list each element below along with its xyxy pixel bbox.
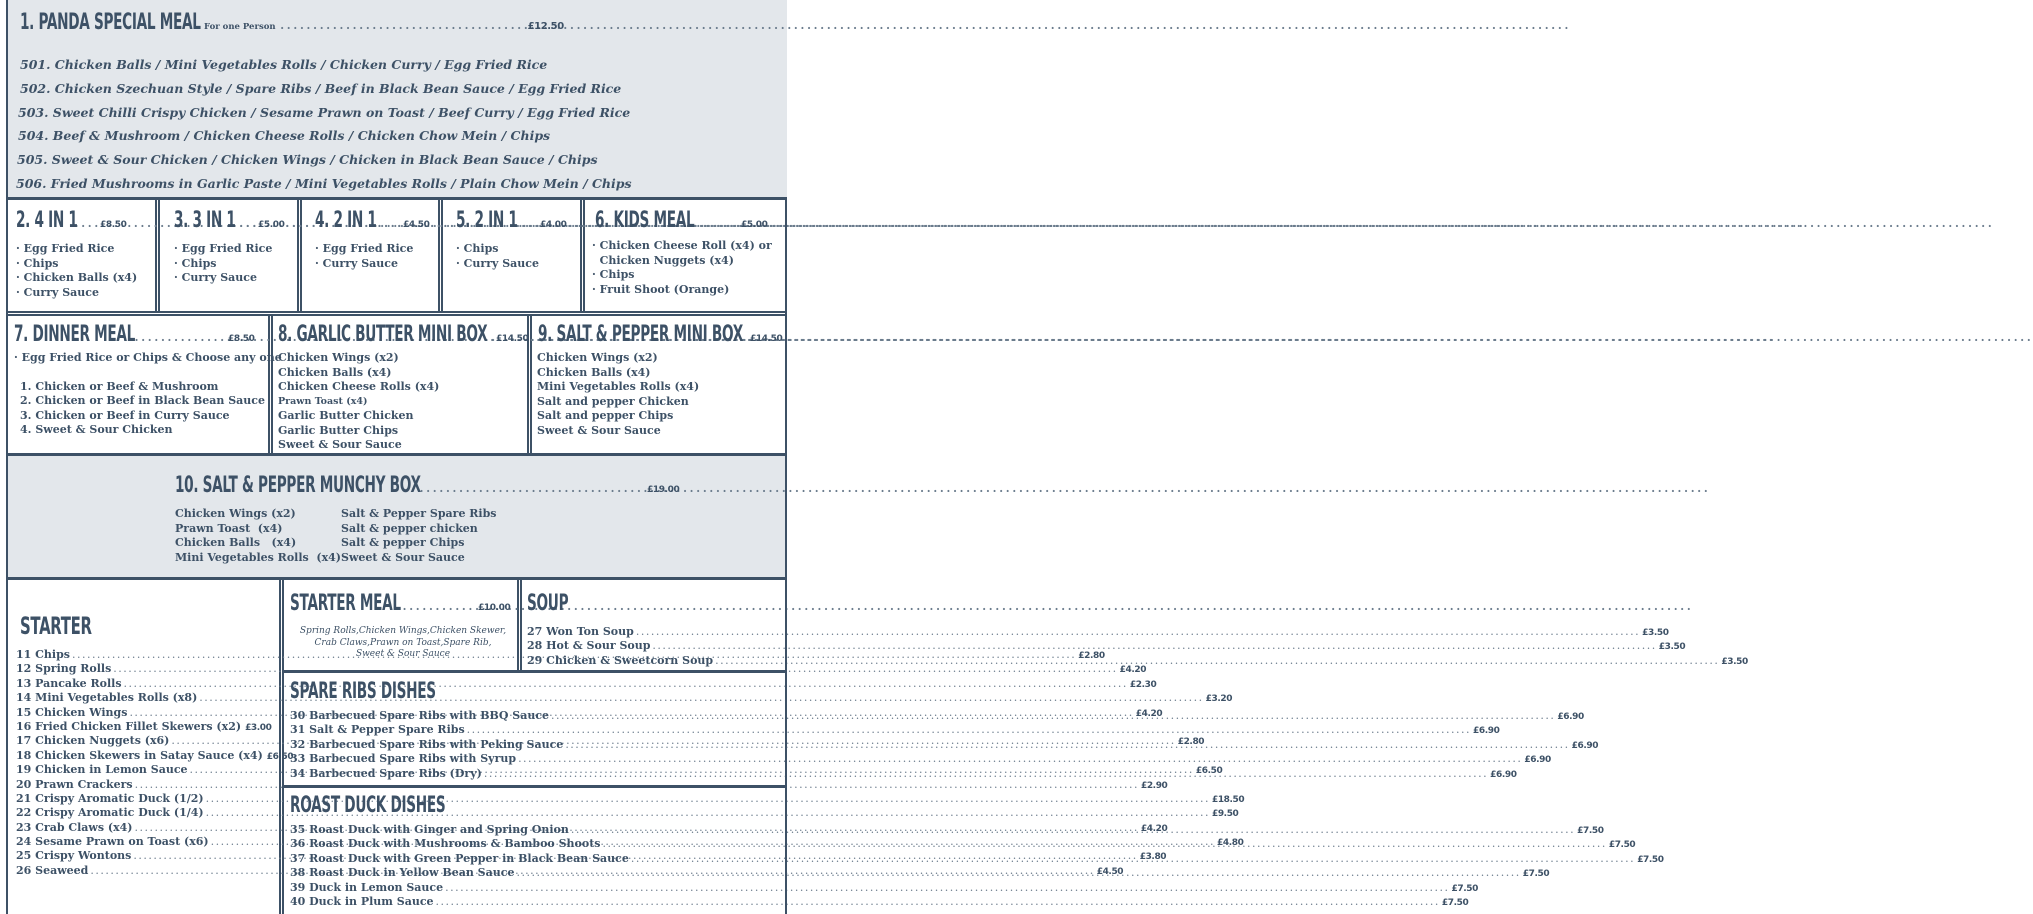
roast-duck-row (290, 880, 1478, 895)
meal9-title: 9. SALT & PEPPER MINI BOX (538, 322, 743, 347)
panda-price: £12.50 (527, 21, 564, 32)
soup-item-name: 27 Won Ton Soup (527, 625, 634, 638)
panda-header (20, 10, 564, 40)
meal10-item: Salt & pepper Chips (341, 536, 465, 549)
soup-item-name: 29 Chicken & Sweetcorn Soup (527, 653, 714, 667)
divider (517, 580, 522, 671)
meal8-item: Sweet & Sour Sauce (278, 438, 402, 451)
meal3-item: · Curry Sauce (174, 271, 257, 284)
dot-leader (703, 212, 741, 231)
meal7-item: 1. Chicken or Beef & Mushroom (20, 379, 219, 393)
starter-item-price: £3.00 (245, 722, 272, 733)
starter-item-name: 26 Seaweed (16, 863, 89, 877)
meal6-item: · Chicken Cheese Roll (x4) or (592, 239, 772, 252)
meal5-title: 5. 2 IN 1 (456, 208, 518, 233)
soup-item-name: 28 Hot & Sour Soup (527, 639, 651, 653)
dot-leader (603, 837, 1607, 850)
spacer (14, 366, 282, 380)
roast-duck-item-price: £7.50 (1577, 826, 1604, 836)
roast-duck-item-name: 38 Roast Duck in Yellow Bean Sauce (290, 866, 515, 880)
divider (284, 670, 787, 673)
starter-row (16, 806, 1239, 820)
spare-ribs-item-name: 30 Barbecued Spare Ribs with BBQ Sauce (290, 709, 550, 722)
panda-item-501: 501. Chicken Balls / Mini Vegetables Rolls / Chicken Curry / Egg Fried Rice (20, 57, 548, 72)
panda-item-506: 506. Fried Mushrooms in Garlic Paste / Mini Vegetables Rolls / Plain Chow Mein / Chips (16, 176, 632, 191)
dot-leader (232, 212, 258, 231)
soup-item-price: £3.50 (1642, 628, 1669, 638)
starter-item-name: 16 Fried Chicken Fillet Skewers (x2) (16, 719, 242, 733)
roast-duck-item-price: £7.50 (1608, 840, 1636, 851)
meal5-header (456, 208, 566, 233)
meal4-items (315, 242, 413, 271)
spare-ribs-item-price: £6.90 (1557, 712, 1584, 722)
starter-meal-desc-line: Sweet & Sour Sauce (355, 649, 451, 659)
meal2-header (16, 208, 126, 233)
meal10-item: Mini Vegetables Rolls (x4) (175, 550, 341, 564)
starter-item-name: 18 Chicken Skewers in Satay Sauce (x4) (16, 748, 263, 762)
meal7-item: 4. Sweet & Sour Chicken (20, 423, 173, 436)
meal2-price: £8.50 (100, 220, 127, 230)
dot-leader (445, 881, 1449, 894)
meal10-header (175, 473, 679, 498)
meal10-price: £19.00 (647, 485, 680, 495)
panda-title: 1. PANDA SPECIAL MEAL (20, 10, 201, 35)
roast-duck-item-name: 39 Duck in Lemon Sauce (290, 880, 444, 894)
meal5-item: · Chips (456, 242, 499, 255)
starter-item-name: 20 Prawn Crackers (16, 777, 133, 791)
meal8-title: 8. GARLIC BUTTER MINI BOX (278, 322, 488, 347)
starter-item-name: 17 Chicken Nuggets (x6) (16, 734, 170, 748)
meal3-header (174, 208, 284, 233)
starter-meal-title: STARTER MEAL (290, 591, 401, 616)
starter-meal-desc-line: Crab Claws,Prawn on Toast,Spare Rib, (314, 637, 492, 648)
starter-item-price: £4.20 (1135, 708, 1163, 719)
meal8-item: Chicken Balls (x4) (278, 365, 392, 379)
starter-item-name: 19 Chicken in Lemon Sauce (16, 763, 188, 777)
spare-ribs-item-price: £6.90 (1490, 769, 1517, 780)
starter-item-name: 24 Sesame Prawn on Toast (x6) (16, 835, 209, 849)
meal8-item: Prawn Toast (x4) (278, 395, 368, 407)
starter-item-price: £4.50 (1096, 866, 1124, 877)
meal10-title: 10. SALT & PEPPER MUNCHY BOX (175, 473, 421, 498)
starter-item-name: 23 Crab Claws (x4) (16, 820, 133, 834)
starter-item-name: 22 Crispy Aromatic Duck (1/4) (16, 806, 204, 820)
starter-item-price: £3.20 (1205, 694, 1233, 705)
meal5-items (456, 242, 539, 271)
roast-duck-item-name: 37 Roast Duck with Green Pepper in Black Bean Sauce (290, 851, 629, 865)
meal8-header (278, 322, 528, 347)
spare-ribs-row (290, 752, 1551, 766)
dot-leader (134, 326, 228, 345)
starter-meal-price: £10.00 (478, 603, 511, 613)
meal8-item: Chicken Cheese Rolls (x4) (278, 380, 440, 393)
starter-item-name: 21 Crispy Aromatic Duck (1/2) (16, 791, 204, 805)
dot-leader (516, 866, 1520, 879)
meal6-item: · Chips (592, 268, 635, 281)
meal9-price: £14.50 (750, 334, 783, 344)
spare-ribs-item-price: £6.90 (1571, 740, 1599, 751)
meal10-col1 (175, 507, 341, 565)
meal7-title: 7. DINNER MEAL (14, 322, 136, 347)
divider (6, 311, 787, 316)
divider (6, 577, 787, 580)
starter-item-price: £9.50 (1211, 809, 1239, 820)
meal6-price: £5.00 (741, 220, 768, 230)
meal9-header (538, 322, 782, 347)
starter-item-price: £18.50 (1211, 794, 1245, 805)
starter-item-price: £2.80 (1177, 737, 1205, 748)
dot-leader (124, 677, 1128, 690)
starter-item-price: £3.80 (1139, 852, 1167, 863)
meal3-item: · Egg Fried Rice (174, 242, 273, 255)
dot-leader (402, 595, 478, 614)
meal10-item: Chicken Balls (x4) (175, 536, 297, 549)
dot-leader (484, 767, 1488, 780)
meal7-subtitle: · Egg Fried Rice or Chips & Choose any one (14, 351, 282, 364)
meal4-title: 4. 2 IN 1 (315, 208, 377, 233)
meal10-item: Salt & Pepper Spare Ribs (341, 507, 497, 520)
starter-meal-desc-line: Spring Rolls,Chicken Wings,Chicken Skewer, (299, 626, 507, 636)
spare-ribs-item-name: 33 Barbecued Spare Ribs with Syrup (290, 752, 517, 766)
meal9-items (537, 351, 699, 438)
soup-item-price: £3.50 (1721, 656, 1748, 667)
meal6-items (592, 239, 772, 297)
meal7-price: £8.50 (228, 334, 255, 344)
meal7-item: 2. Chicken or Beef in Black Bean Sauce (20, 394, 265, 407)
meal4-header (315, 208, 429, 233)
roast-duck-item-name: 36 Roast Duck with Mushrooms & Bamboo Shoots (290, 837, 601, 851)
soup-row (527, 639, 1686, 653)
soup-item-price: £3.50 (1658, 642, 1686, 653)
starter-meal-header (290, 591, 510, 616)
divider (284, 785, 787, 788)
meal8-item: Garlic Butter Chicken (278, 409, 414, 422)
starter-item-price: £6.50 (266, 751, 294, 762)
starter-item-name: 13 Pancake Rolls (16, 676, 122, 690)
dot-leader (631, 852, 1635, 865)
meal6-item: · Fruit Shoot (Orange) (592, 282, 730, 296)
roast-duck-row (290, 894, 1469, 909)
meal6-item: Chicken Nuggets (x4) (592, 253, 734, 267)
dot-leader (280, 14, 525, 33)
spare-ribs-item-name: 34 Barbecued Spare Ribs (Dry) (290, 766, 482, 780)
meal8-items (278, 351, 439, 453)
meal4-item: · Egg Fried Rice (315, 242, 414, 255)
spare-ribs-title: SPARE RIBS DISHES (290, 679, 436, 704)
meal2-items (16, 242, 137, 300)
spare-ribs-item-name: 31 Salt & Pepper Spare Ribs (290, 723, 465, 737)
spare-ribs-item-price: £6.90 (1524, 755, 1551, 766)
panda-item-504: 504. Beef & Mushroom / Chicken Cheese Rolls / Chicken Chow Mein / Chips (18, 128, 551, 143)
meal3-title: 3. 3 IN 1 (174, 208, 236, 233)
soup-title: SOUP (527, 591, 569, 616)
starter-row (16, 662, 1147, 676)
dot-leader (74, 212, 100, 231)
roast-duck-header (290, 793, 541, 818)
starter-item-name: 25 Crispy Wontons (16, 849, 132, 863)
starter-meal-desc (290, 626, 516, 661)
meal7-header (14, 322, 254, 347)
starter-item-price: £4.80 (1216, 838, 1244, 849)
dot-leader (467, 723, 1471, 736)
panda-note: For one Person (204, 22, 276, 32)
meal2-item: · Egg Fried Rice (16, 242, 115, 255)
meal9-item: Chicken Balls (x4) (537, 365, 651, 379)
meal2-item: · Chips (16, 256, 59, 270)
starter-row (16, 777, 1168, 792)
meal10-item: Salt & pepper chicken (341, 521, 478, 535)
meal4-item: · Curry Sauce (315, 256, 398, 270)
meal10-item: Prawn Toast (x4) (175, 521, 283, 535)
starter-item-price: £4.20 (1119, 665, 1147, 676)
dot-leader (715, 654, 1719, 667)
starter-item-price: £2.90 (1140, 780, 1168, 791)
spare-ribs-row (290, 723, 1500, 737)
meal8-price: £14.50 (496, 334, 529, 344)
dot-leader (571, 823, 1575, 836)
roast-duck-item-price: £7.50 (1441, 897, 1469, 908)
starter-row (16, 720, 270, 734)
roast-duck-item-price: £7.50 (1637, 854, 1664, 865)
meal7-body (14, 351, 282, 438)
roast-duck-item-price: £7.50 (1522, 869, 1550, 880)
meal2-item: · Curry Sauce (16, 285, 99, 299)
meal3-items (174, 242, 272, 286)
roast-duck-item-price: £7.50 (1451, 883, 1478, 894)
starter-header (20, 612, 136, 640)
meal3-item: · Chips (174, 256, 217, 270)
meal6-title: 6. KIDS MEAL (595, 208, 695, 233)
divider (6, 197, 787, 200)
roast-duck-item-name: 40 Duck in Plum Sauce (290, 894, 434, 908)
meal2-item: · Chicken Balls (x4) (16, 271, 138, 284)
meal9-item: Sweet & Sour Sauce (537, 423, 661, 437)
starter-item-name: 11 Chips (16, 648, 70, 661)
roast-duck-title: ROAST DUCK DISHES (290, 793, 446, 818)
starter-item-price: £6.50 (1195, 766, 1223, 777)
meal7-item: 3. Chicken or Beef in Curry Sauce (20, 408, 230, 422)
dot-leader (514, 212, 540, 231)
meal10-item: Chicken Wings (x2) (175, 507, 296, 520)
spare-ribs-header (290, 679, 525, 704)
meal5-price: £4.00 (540, 220, 567, 230)
dot-leader (565, 738, 1569, 751)
panda-item-502: 502. Chicken Szechuan Style / Spare Ribs / Beef in Black Bean Sauce / Egg Fried Rice (20, 81, 622, 96)
starter-title: STARTER (20, 612, 92, 640)
starter-item-price: £4.20 (1140, 823, 1168, 834)
starter-row (16, 748, 294, 763)
meal6-header (595, 208, 767, 233)
meal5-item: · Curry Sauce (456, 256, 539, 270)
dot-leader (652, 639, 1656, 652)
soup-header (527, 591, 594, 616)
dot-leader (373, 212, 403, 231)
starter-item-price: £2.80 (1078, 651, 1105, 661)
starter-item-name: 14 Mini Vegetables Rolls (x8) (16, 691, 198, 705)
panda-item-505: 505. Sweet & Sour Chicken / Chicken Wings / Chicken in Black Bean Sauce / Chips (17, 152, 598, 167)
spare-ribs-item-name: 32 Barbecued Spare Ribs with Peking Sauce (290, 737, 564, 751)
meal3-price: £5.00 (258, 220, 285, 230)
dot-leader (551, 709, 1555, 722)
dot-leader (419, 477, 647, 496)
meal10-col2 (341, 507, 497, 565)
meal10-item: Sweet & Sour Sauce (341, 550, 465, 564)
soup-row (527, 625, 1669, 639)
roast-duck-item-name: 35 Roast Duck with Ginger and Spring Onion (290, 823, 569, 836)
meal8-item: Garlic Butter Chips (278, 423, 399, 437)
dot-leader (518, 752, 1522, 765)
dot-leader (436, 895, 1440, 908)
meal4-price: £4.50 (403, 220, 430, 230)
meal9-item: Salt and pepper Chips (537, 409, 674, 422)
divider (785, 198, 787, 914)
meal2-title: 2. 4 IN 1 (16, 208, 78, 233)
meal8-item: Chicken Wings (x2) (278, 351, 399, 364)
meal9-item: Mini Vegetables Rolls (x4) (537, 380, 700, 393)
starter-item-price: £2.30 (1129, 679, 1157, 690)
meal9-item: Salt and pepper Chicken (537, 394, 689, 408)
starter-row (16, 676, 1157, 691)
starter-item-name: 12 Spring Rolls (16, 662, 112, 676)
meal9-item: Chicken Wings (x2) (537, 351, 658, 364)
panda-item-503: 503. Sweet Chilli Crispy Chicken / Sesame Prawn on Toast / Beef Curry / Egg Fried Rice (18, 105, 631, 120)
starter-item-name: 15 Chicken Wings (16, 705, 128, 719)
spare-ribs-item-price: £6.90 (1472, 726, 1500, 737)
